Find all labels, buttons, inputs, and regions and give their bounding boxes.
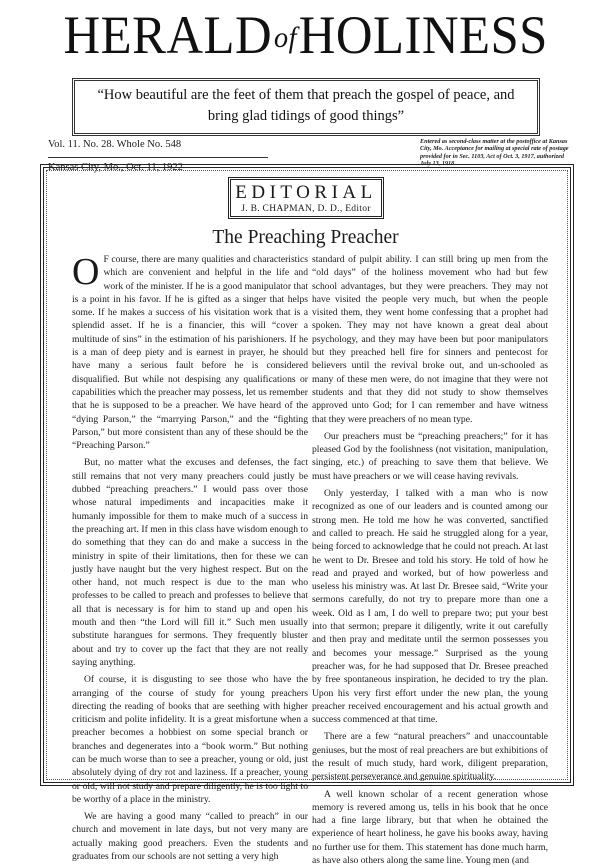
article-paragraph: Our preachers must be “preaching preachers;” for it has pleased God by the foolishness (not visitation, manipulation, singing, etc.) of preaching to save them that believe. We must have preachers or we will cease having revivals. [312,430,548,482]
article-paragraph: We are having a good many “called to preach” in our church and movement in late days, but not very many are actually making good preachers. Even the students and graduates from our schools are not setting a very high [72,811,308,863]
issue-place-date: Kansas City, Mo., Oct. 11, 1922 [48,157,268,175]
postal-notice: Entered as second-class matter at the postoffice at Kansas City, Mo. Acceptance for mailing at special rate of postage provided for in Sec. 1103, Act of Oct. 3, 1917, authorized July 13, 1918. [420,138,569,168]
article-paragraph [72,253,308,452]
motto-line-2: bring glad tidings of good things” [207,108,405,124]
article-paragraph: standard of pulpit ability. I can still bring up men from the “old days” of the holiness movement who had but few school advantages, but they were preachers. They may not have visited the people very much, but when the people visited them, they went home confessing that a prophet had spoken. They may not have known a great deal about psychology, and they may have been but poor manipulators but they preached hell fire for sinners and pentecost for believers until the revival broke out, and un-schooled as many of these men were, do not imagine that they were not students and that they did not study to show themselves approved unto God; for I can remember and have witness that they were preachers of no mean type. [312,254,548,425]
publication-title [63,4,547,69]
article-title: The Preaching Preacher [212,227,399,248]
article-paragraph: Of course, it is disgusting to see those who have the arranging of the course of study for young preachers directing the reading of books that are seething with higher criticism and polite infidelity. It is a great misfortune when a preacher becomes a hobbiest on some special branch or branches and degenerates into a “book worm.” But nothing can be much worse than to see a preacher, young or old, just absolutely dying of dry rot and laziness. If a preacher, young or old, will not study and prepare diligently, he is too light to be worthy of a place in the ministry. [72,674,308,805]
title-word-of: of [273,21,297,54]
masthead [0,0,611,72]
title-word-holiness: HOLINESS [298,5,548,65]
motto-banner [72,78,540,136]
drop-cap: O [72,251,100,293]
article-paragraph: There are a few “natural preachers” and unaccountable geniuses, but the most of real preachers are but exhibitions of the result of much study, hard work, diligent preparation, persistent perseverance and genuine spirituality. [312,731,548,783]
editorial-header [228,177,384,219]
title-word-herald: HERALD [63,5,272,65]
article-paragraph: But, no matter what the excuses and defenses, the fact still remains that not very many preachers could justly be dubbed “preaching preachers.” I would pass over those whose natural impediments and incapacities make it humanly impossible for them to make much of a success in the preaching art. If men in this class have wisdom enough to do something that they can do and make a success in the ministry in spite of their limitations, then for these we can justly have naught but the very highest respect. But on the other hand, not much respect is due to the man who professes to be called to preach and professes to believe that all that is necessary is for him to stand up and open his mouth and then “the Lord will fill it.” Such men usually substitute harangues for sermons. They frequently bluster about and try to cover up the fact that they are not really saying anything. [72,457,308,668]
editor-credit: J. B. CHAPMAN, D. D., Editor [241,204,371,214]
article-paragraph: Only yesterday, I talked with a man who is now recognized as one of our leaders and is counted among our strong men. He told me how he was converted, sanctified and called to preach. He said he struggled along for a year, being forced to acknowledge that he could not preach. At last he went to Dr. Bresee and told his story. He told of how he read and prayed and worked, but of how powerless and useless his ministry was. At last Dr. Bresee said, “Write your sermons carefully, do not try to prepare more than one a week. Old as I am, I do well to prepare two; put your best into that sermon; prepare it diligently, write it out carefully and then pray and meditate until the sermon possesses you and becomes your message.” Surprised as the young preacher was, for he had supposed that Dr. Bresee preached by free spontaneous inspiration, he decided to try the plan. Upon his very first effort under the new plan, the young preacher received encouragement and his actual growth and success commenced at that time. [312,488,548,726]
editorial-heading: EDITORIAL [235,182,377,203]
paragraph-text: F course, there are many qualities and characteristics which are convenient and helpful in the life and work of the minister. If he is a good manipulator that is a point in his favor. If he is gifted as a singer that helps some. If he makes a success of his visitation work that is a splendid asset. If he is a financier, this will “cover a multitude of sins” in the estimation of his parishioners. If he is a man of deep piety and is earnest in prayer, he should have many a serious fault before he is considered disqualified. But while not despising any qualifications or capabilities which the preacher may possess, let us remember that he is supposed to be a preacher. We have heard of the “dying Parson,” the “marrying Parson,” and the “fighting Parson,” but more consistent than any of these should be the “Preaching Parson.” [72,254,308,452]
article-paragraph: A well known scholar of a recent generation whose memory is revered among us, tells in his book that he once had a fine large library, but that when he obtained the experience of heart holiness, he gave his books away, having no further use for them. This statement has done much harm, as have also others along the same line. Young men (and [312,788,548,867]
article-column-right [312,253,548,867]
article-column-left [72,251,308,863]
motto-line-1: “How beautiful are the feet of them that preach the gospel of peace, and [97,87,515,103]
volume-number: Vol. 11. No. 28. Whole No. 548 [48,139,182,150]
